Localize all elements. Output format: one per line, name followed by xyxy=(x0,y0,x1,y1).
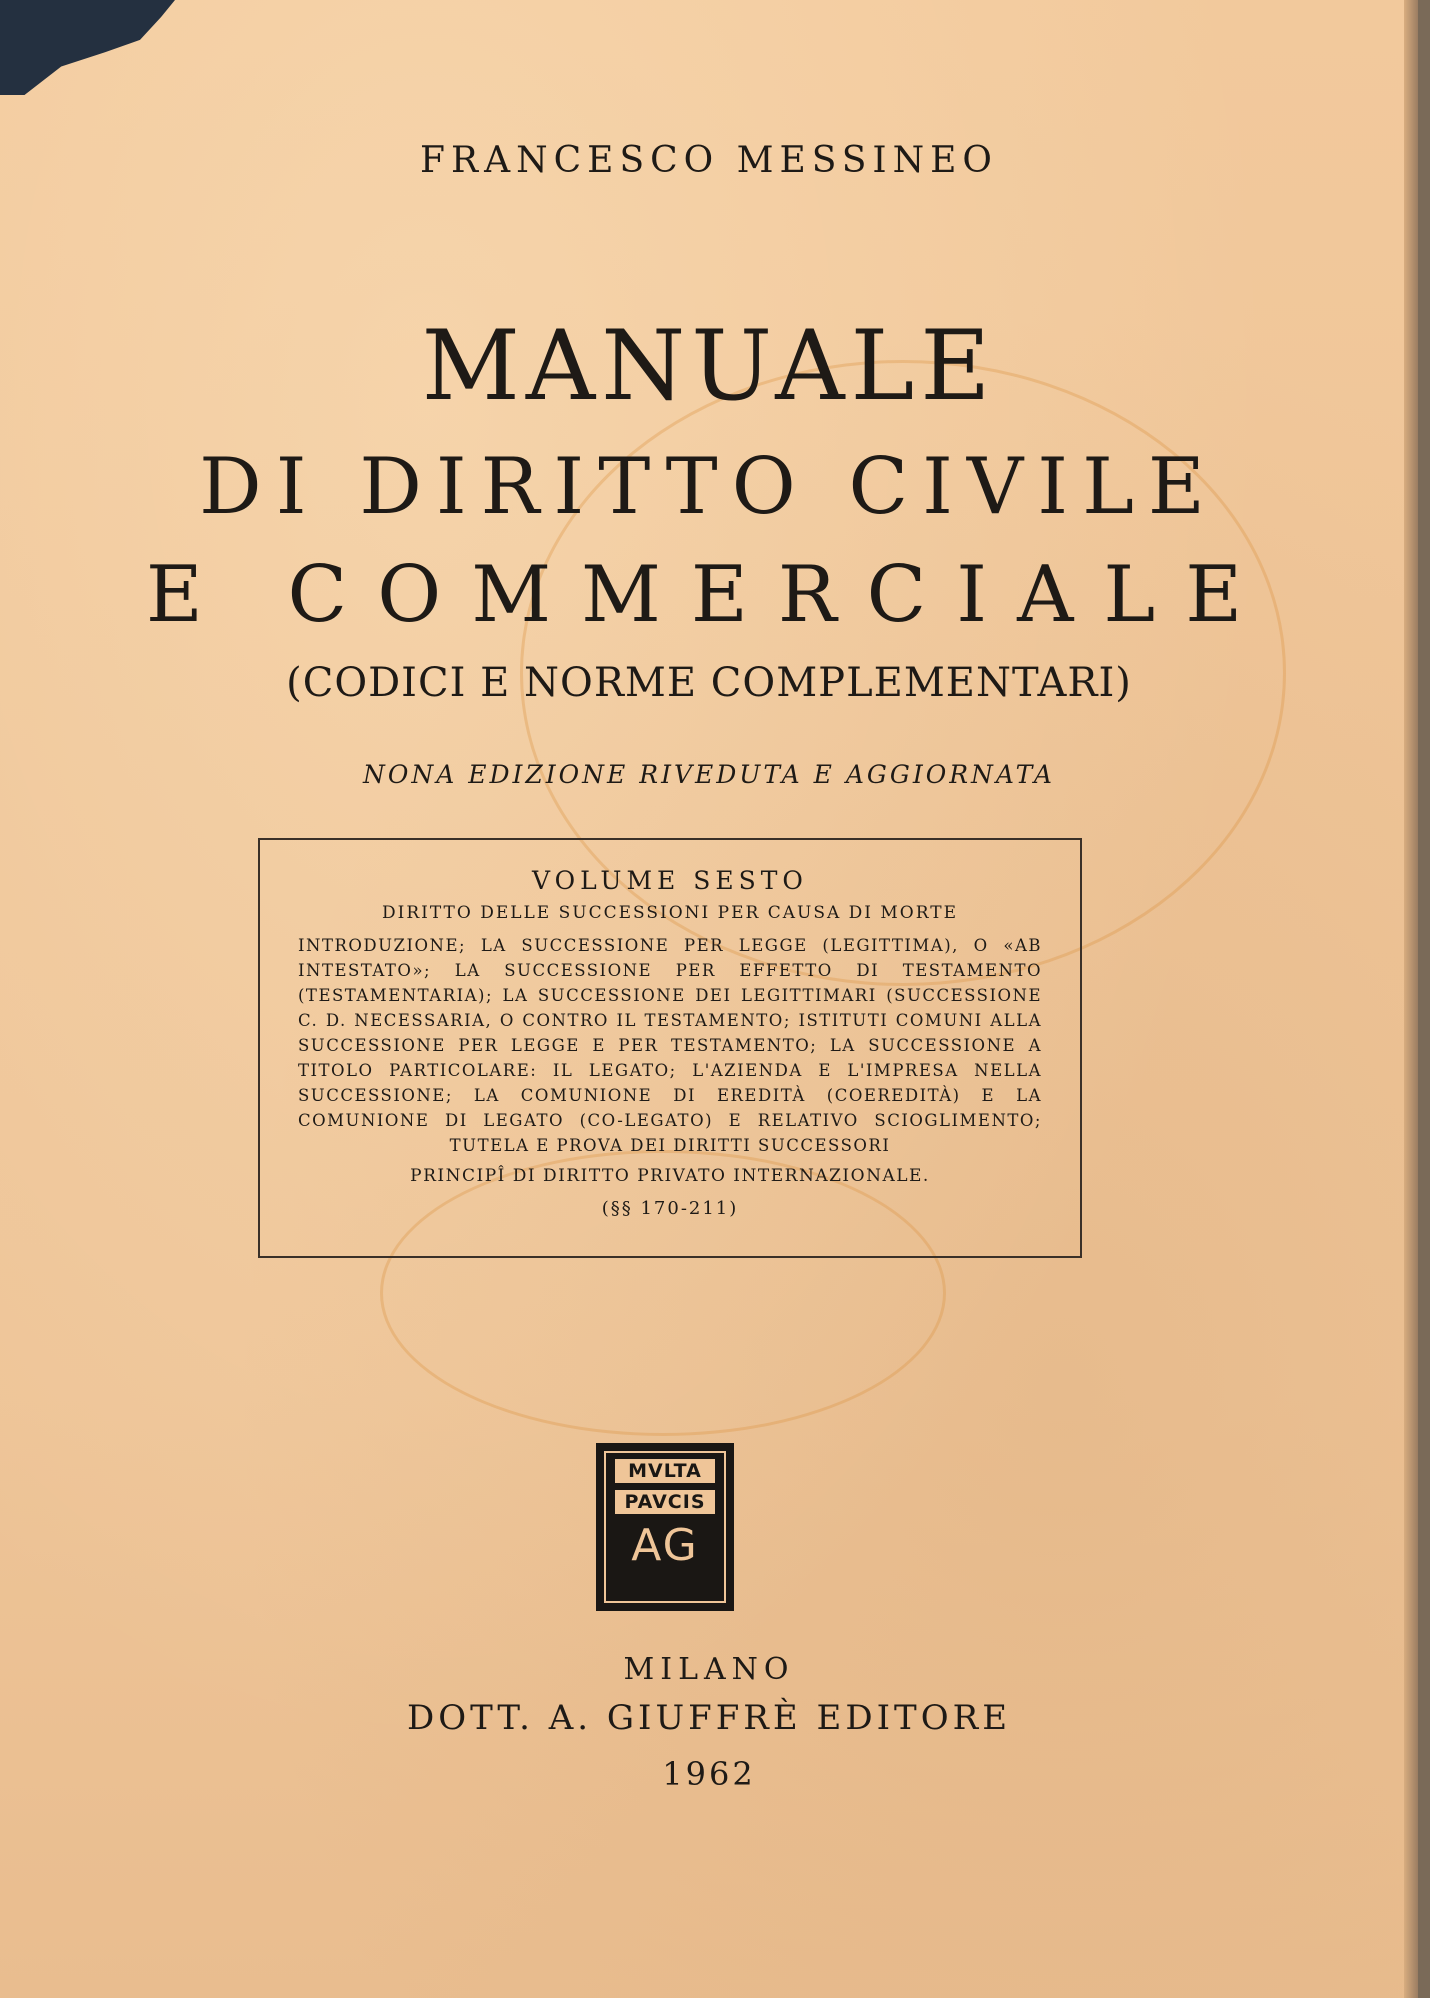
volume-title: VOLUME SESTO xyxy=(532,866,808,895)
publisher-logo-frame xyxy=(604,1451,726,1603)
volume-principi: PRINCIPÎ DI DIRITTO PRIVATO INTERNAZIONALE. xyxy=(410,1166,930,1186)
publisher-logo xyxy=(596,1443,734,1611)
volume-subject: DIRITTO DELLE SUCCESSIONI PER CAUSA DI MORTE xyxy=(382,903,958,923)
publisher-name: DOTT. A. GIUFFRÈ EDITORE xyxy=(406,1698,1012,1738)
torn-cloth-corner xyxy=(0,0,175,95)
title-line-2: DI DIRITTO CIVILE xyxy=(199,442,1219,532)
publisher-city: MILANO xyxy=(623,1652,795,1687)
subtitle: (CODICI E NORME COMPLEMENTARI) xyxy=(286,660,1132,706)
author-name: FRANCESCO MESSINEO xyxy=(420,140,998,181)
volume-description: INTRODUZIONE; LA SUCCESSIONE PER LEGGE (LEGITTIMA), O «AB INTESTATO»; LA SUCCESSIONE PER EFFETTO DI TESTAMENTO (TESTAMENTARIA); LA SUCCESSIONE DEI LEGITTIMARI (SUCCESSIONE C. D. NECESSARIA, O CONTRO IL TESTAMENTO; ISTITUTI COMUNI ALLA SUCCESSIONE PER LEGGE E PER TESTAMENTO; LA SUCCESSIONE A TITOLO PARTICOLARE: IL LEGATO; L'AZIENDA E L'IMPRESA NELLA SUCCESSIONE; LA COMUNIONE DI EREDITÀ (COEREDITÀ) E LA COMUNIONE DI LEGATO (CO-LEGATO) E RELATIVO SCIOGLIMENTO; TUTELA E PROVA DEI DIRITTI SUCCESSORI xyxy=(298,936,1042,1155)
edition-note: NONA EDIZIONE RIVEDUTA E AGGIORNATA xyxy=(363,760,1055,789)
volume-contents-box xyxy=(258,838,1082,1258)
logo-word-multa: MVLTA xyxy=(615,1459,715,1483)
title-line-1: MANUALE xyxy=(421,310,997,422)
publication-year: 1962 xyxy=(662,1755,756,1793)
volume-sections: (§§ 170-211) xyxy=(601,1198,739,1219)
logo-word-paucis: PAVCIS xyxy=(615,1490,715,1514)
title-line-3: E COMMERCIALE xyxy=(145,550,1273,640)
logo-initials: AG xyxy=(631,1520,699,1571)
